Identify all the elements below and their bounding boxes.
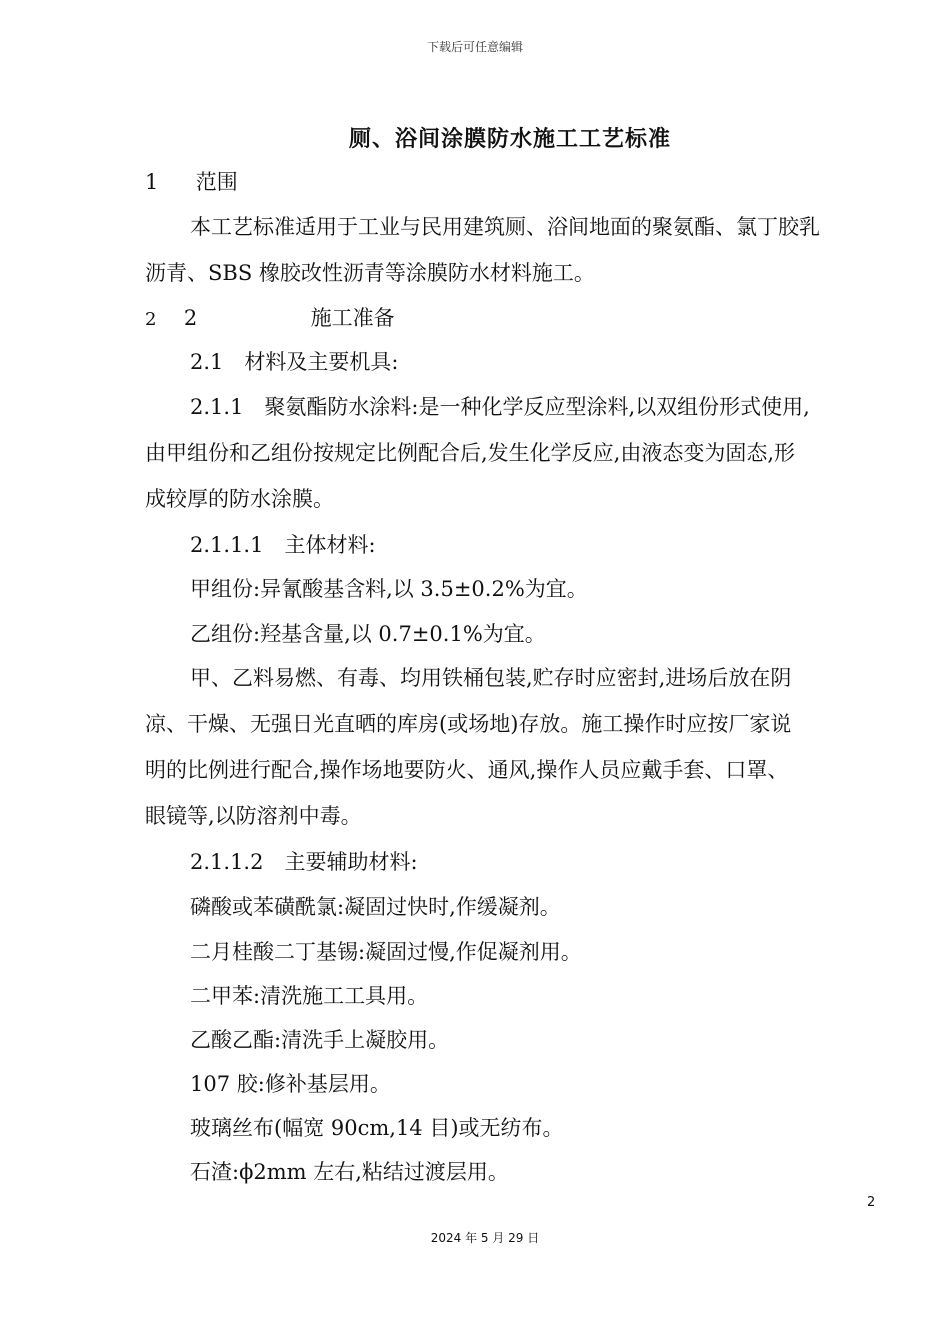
list-item: 石渣:ϕ2mm 左右,粘结过渡层用。 [190, 1160, 509, 1184]
paragraph-line: 甲、乙料易燃、有毒、均用铁桶包装,贮存时应密封,进场后放在阴 [190, 666, 792, 690]
document-title: 厕、浴间涂膜防水施工工艺标准 [348, 127, 671, 152]
subsection-heading: 2.1 材料及主要机具: [190, 350, 399, 374]
list-item: 乙酸乙酯:清洗手上凝胶用。 [190, 1028, 450, 1052]
paragraph-line: 成较厚的防水涂膜。 [145, 487, 334, 511]
section-number: 2 [183, 306, 198, 330]
page-number: 2 [867, 1195, 876, 1210]
paragraph-line: 乙组份:羟基含量,以 0.7±0.1%为宜。 [190, 622, 546, 646]
list-number: 2 [145, 309, 157, 330]
section-number: 1 [145, 170, 159, 194]
list-item: 玻璃丝布(幅宽 90cm,14 目)或无纺布。 [190, 1116, 564, 1140]
list-item: 二甲苯:清洗施工工具用。 [190, 984, 429, 1008]
paragraph-line: 眼镜等,以防溶剂中毒。 [145, 804, 362, 828]
section-title: 范围 [195, 170, 238, 194]
paragraph-line: 甲组份:异氰酸基含料,以 3.5±0.2%为宜。 [190, 577, 588, 601]
footer-date: 2024 年 5 月 29 日 [430, 1231, 540, 1245]
list-item: 107 胶:修补基层用。 [190, 1072, 391, 1096]
paragraph-line: 2.1.1 聚氨酯防水涂料:是一种化学反应型涂料,以双组份形式使用, [190, 395, 810, 419]
subsection-heading: 2.1.1.2 主要辅助材料: [190, 850, 418, 874]
subsection-heading: 2.1.1.1 主体材料: [190, 533, 376, 557]
list-item: 二月桂酸二丁基锡:凝固过慢,作促凝剂用。 [190, 940, 582, 964]
section-2-heading [145, 304, 395, 334]
list-item: 磷酸或苯磺酰氯:凝固过快时,作缓凝剂。 [190, 895, 561, 919]
paragraph-line: 本工艺标准适用于工业与民用建筑厕、浴间地面的聚氨酯、氯丁胶乳 [190, 215, 820, 239]
section-1-heading [145, 168, 238, 196]
paragraph-line: 明的比例进行配合,操作场地要防火、通风,操作人员应戴手套、口罩、 [145, 758, 789, 782]
section-title: 施工准备 [310, 306, 395, 330]
paragraph-line: 沥青、SBS 橡胶改性沥青等涂膜防水材料施工。 [145, 261, 595, 285]
paragraph-line: 由甲组份和乙组份按规定比例配合后,发生化学反应,由液态变为固态,形 [145, 441, 796, 465]
paragraph-line: 凉、干燥、无强日光直晒的库房(或场地)存放。施工操作时应按厂家说 [145, 712, 792, 736]
header-note: 下载后可任意编辑 [426, 40, 523, 54]
